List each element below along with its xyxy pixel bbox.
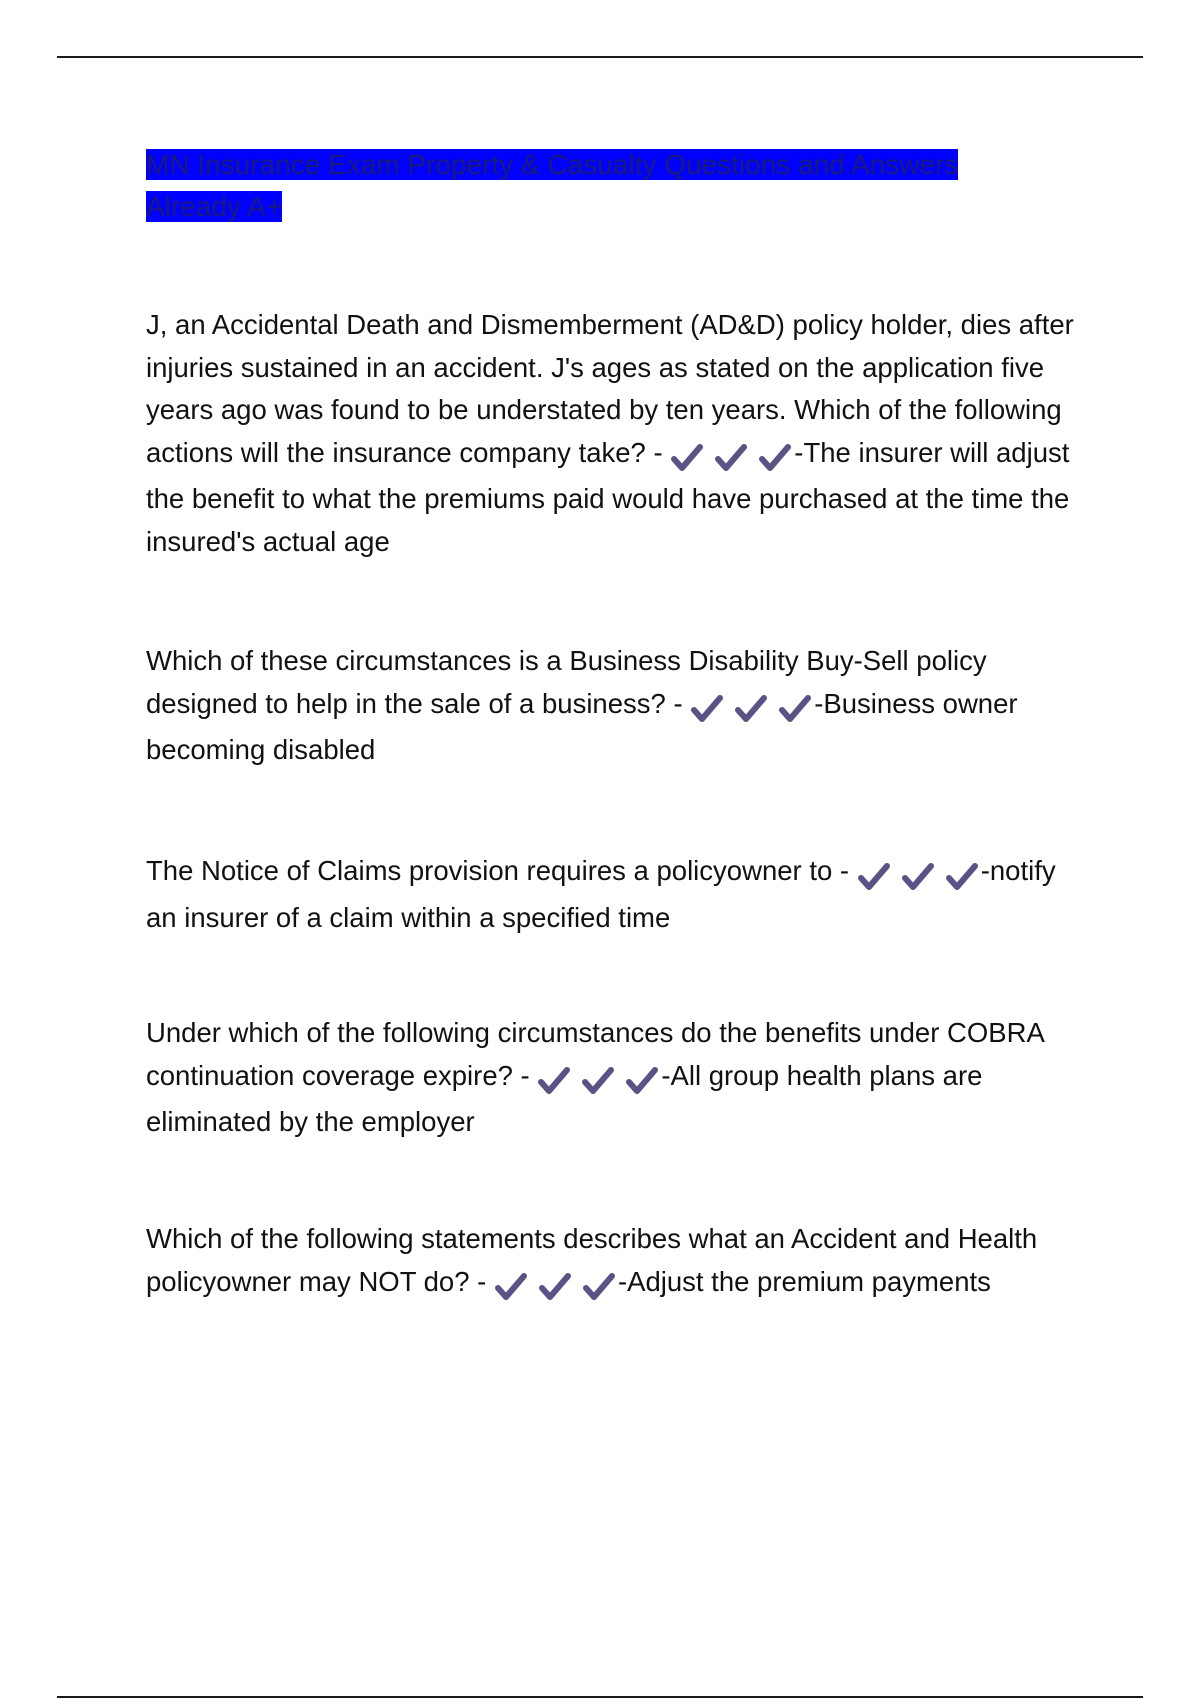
check-icon <box>945 862 979 892</box>
document-body <box>146 144 1076 1297</box>
check-icon <box>538 1272 572 1302</box>
qa-item <box>146 640 1076 772</box>
answer-text: -Business owner becoming disabled <box>146 687 1018 765</box>
bottom-rule <box>57 1696 1143 1698</box>
check-marks <box>494 1265 618 1308</box>
check-icon <box>494 1272 528 1302</box>
check-marks <box>670 436 794 479</box>
check-icon <box>670 443 704 473</box>
answer-text: -All group health plans are eliminated by the employer <box>146 1059 983 1137</box>
check-icon <box>582 1272 616 1302</box>
check-icon <box>581 1066 615 1096</box>
question-text: The Notice of Claims provision requires a policyowner to - <box>146 855 850 886</box>
answer-text: -Adjust the premium payments <box>617 1265 991 1297</box>
check-icon <box>901 862 935 892</box>
check-icon <box>690 694 724 724</box>
question-text: Under which of the following circumstances do the benefits under COBRA continuation coverage expire? - <box>146 1017 1044 1091</box>
answer-text: -notify an insurer of a claim within a specified time <box>146 855 1056 933</box>
top-rule <box>57 56 1143 58</box>
question-text: Which of these circumstances is a Business Disability Buy-Sell policy designed to help in the sale of a business? - <box>146 645 987 719</box>
check-icon <box>537 1066 571 1096</box>
qa-item <box>146 304 1076 563</box>
question-text: J, an Accidental Death and Dismemberment (AD&D) policy holder, dies after injuries sustained in an accident. J's ages as stated on the application five years ago was found to be understated by ten years. Which of the following actions will the insurance company take? - <box>146 309 1074 468</box>
check-marks <box>857 854 981 897</box>
question-text: Which of the following statements describes what an Accident and Health policyowner may NOT do? - <box>146 1223 1038 1297</box>
check-icon <box>625 1066 659 1096</box>
qa-item <box>146 850 1076 939</box>
check-marks <box>537 1059 661 1102</box>
answer-text: -The insurer will adjust the benefit to what the premiums paid would have purchased at the time the insured's actual age <box>146 436 1070 557</box>
highlighted-title-text: MN Insurance Exam Property & Casualty Questions and Answers Already A+ <box>146 149 959 222</box>
qa-item <box>146 1012 1076 1144</box>
check-icon <box>857 862 891 892</box>
qa-item <box>146 1218 1076 1307</box>
check-icon <box>778 694 812 724</box>
check-icon <box>758 443 792 473</box>
check-icon <box>734 694 768 724</box>
document-title <box>146 144 1006 228</box>
check-icon <box>714 443 748 473</box>
check-marks <box>690 687 814 730</box>
